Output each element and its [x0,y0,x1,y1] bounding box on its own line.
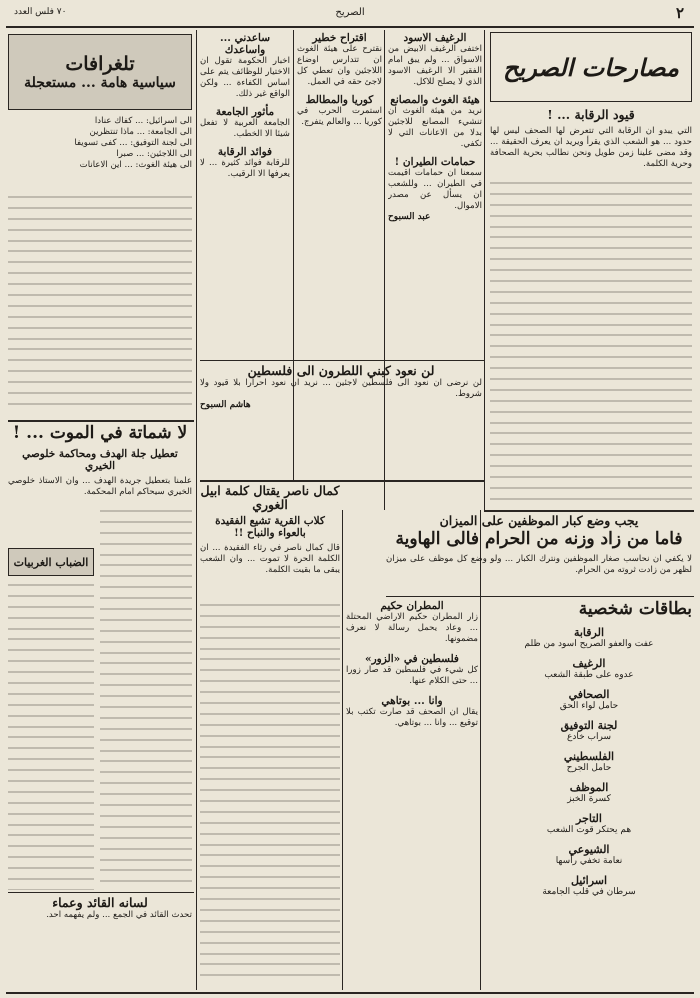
cards-title: بطاقات شخصية [578,600,692,619]
column-lower-mid [346,600,478,990]
unrwa-body: نريد من هيئة الغوث ان تنشيء المصانع للاجئين بدلا من الاعانات التي لا تكفي. [388,106,482,150]
card-value: سراب خادع [566,731,612,742]
main-text-lines [200,604,340,984]
editorial-headline: قيود الرقابة ... ! [547,107,635,122]
death-article-head [8,424,192,504]
card-entry [486,812,692,835]
bishop-headline: المطران حكيم [380,600,444,612]
section-rule [200,480,484,482]
card-label: لجنة التوفيق [560,718,618,732]
card-entry [486,626,692,649]
editorial-logo [490,32,692,102]
proposal-body: نقترح على هيئة الغوث ان تتدارس اوضاع اللاجئين وان تعطي كل لاجئ حقه في العمل. [297,44,382,88]
main-subhead: كلاب القرية تشيع الفقيدة بالعواء والنباح !! [215,514,325,539]
card-value: حامل لواء الحق [559,700,619,711]
latrun-headline: لن نعود كبني اللطرون الى فلسطين [247,364,435,378]
bishop-body: زار المطران حكيم الاراضي المحتلة ... وعاد يحمل رسالة لا نعرف مضمونها. [346,612,478,645]
bread-headline: الرغيف الاسود [403,32,467,44]
death-subhead: تعطيل جلة الهدف ومحاكمة خلوصي الخيري [22,447,178,472]
card-value: نعامة تخفي رأسها [555,855,623,866]
help-headline: ساعدني ... واساعدك [219,32,271,57]
airport-credit: عبد السبوح [388,212,431,223]
personal-cards [486,600,692,990]
section-rule [8,420,194,422]
card-label: اسرائيل [570,873,608,887]
main-body: قال كمال ناصر في رثاء الفقيدة ... ان الكلمة الحرة لا تموت ... وان الشعب يبقى ما بقيت الكلمة. [200,542,340,575]
help-body: اخبار الحكومة تقول ان الاختيار للوظائف يتم على اساس الكفاءة ... ولكن الواقع غير ذلك. [200,56,290,100]
palestine-headline: فلسطين في «الزور» [365,653,459,666]
card-entry [486,781,692,804]
fog-section-title: الضباب الغربيات [13,555,89,569]
ministers-body: لا يكفي ان نحاسب صغار الموظفين ونترك الكبار ... ولو وضع كل موظف على ميزان لظهر من زادت ثروته من الحرام. [386,553,692,575]
column-rule [196,30,197,990]
section-rule [200,360,484,361]
card-value: عفت والعفو الصريح اسود من ظلم [524,638,654,649]
proposal-headline: اقتراح خطير [312,32,367,44]
card-value: هم يحتكر قوت الشعب [546,824,632,835]
card-label: الموظف [569,780,609,794]
bottahi-body: يقال ان الصحف قد صارت تكتب بلا توقيع ... وانا ... بوتاهي. [346,707,478,729]
fog-section-badge [8,548,94,576]
latrun-credit: هاشم السبوح [200,400,251,411]
latrun-article [200,364,482,476]
death-body: علمنا بتعطيل جريدة الهدف ... وان الاستاذ خلوصي الخيري سيحاكم امام المحكمة. [8,475,192,497]
main-article [200,484,340,990]
ministers-headline: يجب وضع كبار الموظفين على الميزان [439,514,639,528]
telegrams-title: تلغرافات [65,53,135,75]
card-value: سرطان في قلب الجامعة [542,886,636,897]
card-label: التاجر [576,811,602,825]
league-headline: مأثور الجامعة [215,106,275,119]
main-headline: كمال ناصر يقتال كلمة ابيل الغوري [200,484,340,513]
unrwa-headline: هيئة الغوث والمصانع [390,94,480,107]
telegrams-body: الى اسرائيل: ... كفاك عنادا الى الجامعة: ... ماذا تنتظرين الى لجنة التوفيق: ... كفى تسويفا الى اللاجئين: ... صبرا الى هيئة الغوث: ... اين الاعانات [74,116,192,170]
airport-body: سمعنا ان حمامات اقيمت في الطيران ... وللشعب ان يسأل عن مصدر الاموال. [388,168,482,212]
card-label: الفلسطيني [563,749,615,763]
card-entry [486,657,692,680]
footer-rule [6,992,694,994]
leader-article [8,896,192,990]
header-rule [6,26,694,28]
palestine-body: كل شيء في فلسطين قد صار زورا ... حتى الكلام عنها. [346,665,478,687]
death-text-lines-right [100,510,192,890]
telegrams-banner [8,34,192,110]
leader-body: تحدث القائد في الجمع ... ولم يفهمه احد. [46,910,192,921]
cards-list [486,626,692,897]
card-label: الرغيف [572,656,606,670]
fog-text-lines [8,584,94,890]
section-rule [386,596,694,597]
newspaper-name: الصريح [335,7,365,18]
latrun-body: لن نرضى ان نعود الى فلسطين لاجئين ... نريد ان نعود احرارا بلا قيود ولا شروط. [200,378,482,400]
bottahi-headline: وانا ... بوتاهي [381,695,443,708]
card-entry [486,843,692,866]
telegrams-text [8,116,192,416]
card-entry [486,719,692,742]
editorial-body: التي يبدو ان الرقابة التي تتعرض لها الصحف ليس لها حدود ... هو الشعب الذي يقرأ ويريد ان يعرف الحقيقة ... وقد مضى علينا زمن طويل ونحن نطالب بحرية الصحافة وحرية الكلمة. [490,126,692,170]
page-header [6,4,694,24]
card-value: عدوه على طبقة الشعب [544,669,634,680]
editorial-text-lines [490,182,692,502]
censorship-benefits-body: للرقابة فوائد كثيرة ... لا يعرفها الا الرقيب. [200,158,290,180]
card-entry [486,688,692,711]
card-label: الصحافي [568,687,610,701]
logo-text: مصارحات الصريح [503,52,679,82]
leader-headline: لسانه القائد وعماء [52,896,148,910]
death-headline: لا شماتة في الموت ... ! [12,424,188,443]
ministers-article [386,514,692,594]
korea-body: استمرت الحرب في كوريا ... والعالم يتفرج. [297,106,382,128]
column-rule [484,30,485,510]
korea-headline: كوريا والمطالط [305,94,374,107]
card-entry [486,874,692,897]
column-editorial [490,32,692,502]
censorship-benefits-headline: فوائد الرقابة [217,146,273,159]
page-number: ٢ [675,4,684,22]
section-rule [8,892,194,893]
card-entry [486,750,692,773]
telegrams-text-lines [8,196,192,411]
airport-headline: حمامات الطيران ! [394,156,476,169]
section-rule [484,510,694,512]
card-value: كسرة الخبز [567,793,611,804]
card-value: حامل الجرح [566,762,612,773]
column-rule [342,510,343,990]
league-body: الجامعة العربية لا تفعل شيئا الا الخطب. [200,118,290,140]
issue-price: ٧٠ فلس العدد [14,7,67,17]
telegrams-subtitle: سياسية هامة ... مستعجلة [24,75,176,91]
card-label: الشيوعي [568,842,610,856]
ministers-subhead: فاما من زاد وزنه من الحرام فالى الهاوية [395,529,683,550]
bread-body: اختفى الرغيف الابيض من الاسواق ... ولم يبق امام الفقير الا الرغيف الاسود الذي لا يصلح للاكل. [388,44,482,88]
card-label: الرقابة [573,625,605,639]
